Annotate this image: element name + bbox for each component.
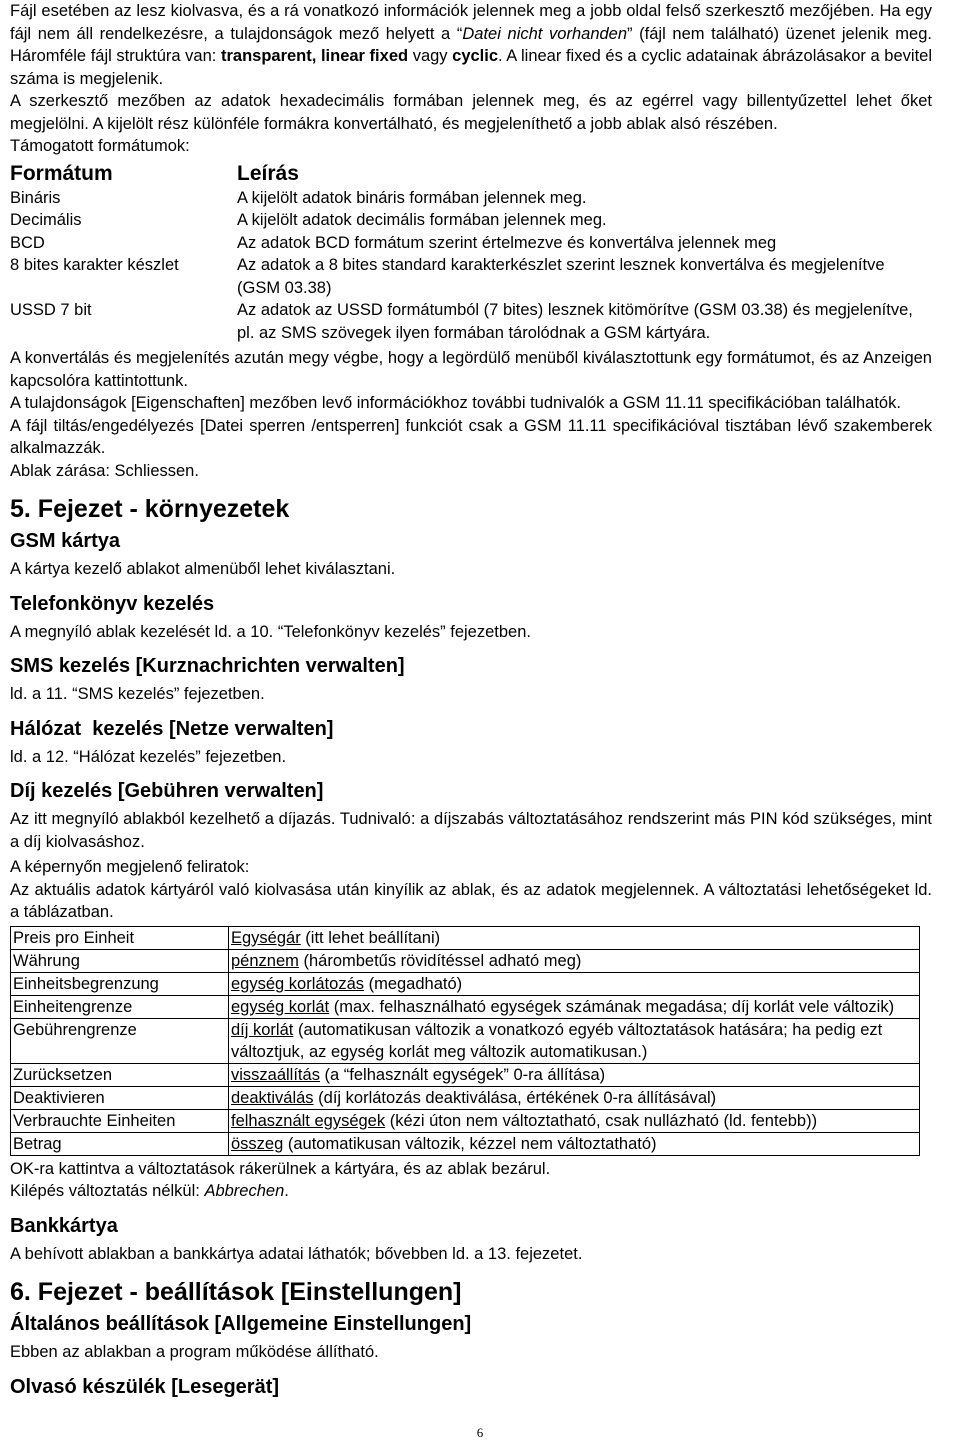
after-formats-paragraph-1: A konvertálás és megjelenítés azután megy végbe, hogy a legördülő menüből kiválasztottunk egy formátumot, és az Anzeigen kapcsolóra kattintottunk. [10, 349, 932, 390]
format-description: A kijelölt adatok decimális formában jelennek meg. [237, 211, 607, 229]
page-number: 6 [476, 1425, 484, 1440]
fee-label-term: egység korlát [231, 997, 330, 1016]
table-row [11, 1132, 920, 1155]
phonebook-text: A megnyíló ablak kezelését ld. a 10. “Telefonkönyv kezelés” fejezetben. [10, 622, 531, 641]
format-name: Bináris [10, 188, 61, 207]
intro-paragraph-1: Fájl esetében az lesz kiolvasva, és a rá vonatkozó információk jelennek meg a jobb oldal felső szerkesztő mezőjében. Ha egy fájl nem áll rendelkezésre, a tulajdonságok mező helyett a “Datei nicht vorhanden” (fájl nem található) üzenet jelenik meg. Háromféle fájl struktúra van: transparent, linear fixed vagy cyclic. A linear fixed és a cyclic adatainak ábrázolásakor a bevitel száma is megjelenik. [10, 2, 932, 88]
sms-text: ld. a 11. “SMS kezelés” fejezetben. [10, 685, 265, 703]
network-title: Hálózat kezelés [Netze verwalten] [10, 717, 334, 740]
fee-label-description [229, 1086, 920, 1109]
fee-label-description [229, 1132, 920, 1155]
format-name: 8 bites karakter készlet [10, 256, 179, 274]
fee-label-description [229, 949, 920, 972]
fee-label-key: Betrag [11, 1132, 229, 1155]
fee-label-explanation: (díj korlátozás deaktiválása, értékének 0-ra állításával) [313, 1088, 717, 1107]
fee-label-key: Einheitengrenze [11, 995, 229, 1018]
table-row [11, 1109, 920, 1132]
formats-list [10, 160, 932, 345]
format-name: Decimális [10, 211, 82, 229]
format-row [10, 232, 932, 255]
fee-label-explanation: (a “felhasznált egységek” 0-ra állítása) [319, 1065, 606, 1084]
intro-or: vagy [412, 47, 448, 65]
format-row [10, 254, 932, 299]
format-name: BCD [10, 233, 45, 252]
format-row [10, 187, 932, 210]
format-row [10, 299, 932, 344]
format-name: USSD 7 bit [10, 301, 92, 319]
intro-paragraph-2: A szerkesztő mezőben az adatok hexadecimális formában jelennek meg, és az egérrel vagy billentyűzettel lehet őket megjelölni. A kijelölt rész különféle formákra konvertálható, és megjeleníthető a jobb ablak alsó részében. [10, 92, 932, 133]
fee-paragraph-5 [10, 1180, 932, 1203]
fee-label-explanation: (automatikusan változik a vonatkozó egyéb változtatások hatására; ha pedig ezt változtjuk, az egység korlát meg változik automatikusan.) [231, 1020, 883, 1061]
fee-label-description [229, 1109, 920, 1132]
table-row [11, 1018, 920, 1063]
fee-label-term: összeg [231, 1134, 284, 1153]
network-text: ld. a 12. “Hálózat kezelés” fejezetben. [10, 747, 287, 766]
bank-card-title: Bankkártya [10, 1214, 118, 1237]
fee-label-key: Deaktivieren [11, 1086, 229, 1109]
fee-paragraph-3: Az aktuális adatok kártyáról való kiolvasása után kinyílik az ablak, és az adatok megjelennek. A változtatási lehetőségeket ld. a táblázatban. [10, 880, 932, 921]
general-settings-text: Ebben az ablakban a program működése állítható. [10, 1343, 379, 1361]
table-row [11, 972, 920, 995]
fee-paragraph-4: OK-ra kattintva a változtatások rákerülnek a kártyára, és az ablak bezárul. [10, 1159, 551, 1178]
chapter-6-title: 6. Fejezet - beállítások [Einstellungen] [10, 1278, 462, 1306]
intro-italic-text: Datei nicht vorhanden [462, 24, 628, 43]
fee-label-key: Verbrauchte Einheiten [11, 1109, 229, 1132]
fee-label-term: Egységár [231, 928, 301, 947]
fee-label-term: egység korlátozás [231, 974, 364, 993]
bank-card-text: A behívott ablakban a bankkártya adatai láthatók; bővebben ld. a 13. fejezetet. [10, 1244, 583, 1263]
phonebook-title: Telefonkönyv kezelés [10, 592, 215, 615]
formats-header-desc: Leírás [237, 161, 299, 185]
fee-label-term: deaktiválás [231, 1088, 314, 1107]
fee-label-explanation: (automatikusan változik, kézzel nem változtatható) [283, 1134, 657, 1153]
fee-label-explanation: (hárombetűs rövidítéssel adható meg) [298, 951, 582, 970]
chapter-5-title: 5. Fejezet - környezetek [10, 495, 290, 523]
close-window-period: . [194, 461, 199, 480]
format-description: Az adatok a 8 bites standard karakterkészlet szerint lesznek konvertálva és megjelenítve (GSM 03.38) [237, 256, 885, 297]
intro-text-rest: (fájl nem található) üzenet jelenik meg. Háromféle fájl struktúra van: [10, 24, 932, 65]
fee-label-key: Währung [11, 949, 229, 972]
general-settings-title: Általános beállítások [Allgemeine Einstellungen] [10, 1313, 472, 1335]
fee-label-key: Einheitsbegrenzung [11, 972, 229, 995]
formats-header [10, 160, 932, 187]
format-description: A kijelölt adatok bináris formában jelennek meg. [237, 188, 587, 207]
fee-label-description [229, 926, 920, 949]
fee-label-key: Gebührengrenze [11, 1018, 229, 1063]
fee-label-term: felhasznált egységek [231, 1111, 386, 1130]
after-formats-paragraph-4 [10, 460, 932, 483]
fee-label-description [229, 1018, 920, 1063]
table-row [11, 926, 920, 949]
fee-label-key: Preis pro Einheit [11, 926, 229, 949]
gsm-card-text: A kártya kezelő ablakot almenüből lehet kiválasztani. [10, 560, 396, 578]
fee-label-explanation: (max. felhasználható egységek számának megadása; díj korlát vele változik) [329, 997, 895, 1016]
fee-paragraph-1: Az itt megnyíló ablakból kezelhető a díjazás. Tudnivaló: a díjszabás változtatásához rendszerint más PIN kód szükséges, mint a díj kiolvasáshoz. [10, 810, 932, 851]
fee-label-description [229, 995, 920, 1018]
exit-text: Kilépés változtatás nélkül: [10, 1182, 200, 1200]
exit-italic: Abbrechen [204, 1182, 285, 1200]
table-row [11, 1063, 920, 1086]
fee-label-description [229, 972, 920, 995]
exit-period: . [284, 1182, 289, 1200]
fee-label-term: visszaállítás [231, 1065, 320, 1084]
intro-paragraph-3: Támogatott formátumok: [10, 137, 190, 155]
table-row [11, 995, 920, 1018]
format-description: Az adatok BCD formátum szerint értelmezve és konvertálva jelennek meg [237, 233, 777, 252]
table-row [11, 1086, 920, 1109]
fee-label-term: díj korlát [231, 1020, 294, 1039]
format-description: Az adatok az USSD formátumból (7 bites) lesznek kitömörítve (GSM 03.38) és megjelenítve, pl. az SMS szövegek ilyen formában tárolódnak a GSM kártyára. [237, 301, 913, 342]
fee-paragraph-2: A képernyőn megjelenő feliratok: [10, 858, 250, 876]
fee-label-explanation: (itt lehet beállítani) [300, 928, 441, 947]
format-row [10, 209, 932, 232]
intro-bold-structures: transparent, linear fixed [220, 47, 409, 65]
after-formats-paragraph-2: A tulajdonságok [Eigenschaften] mezőben levő információkhoz további tudnivalók a GSM 11.11 specifikációban találhatók. [10, 394, 901, 412]
fee-title: Díj kezelés [Gebühren verwalten] [10, 780, 324, 802]
fee-label-term: pénznem [231, 951, 299, 970]
document-page [10, 0, 932, 1404]
intro-text-end: . A linear fixed és a cyclic adatainak ábrázolásakor a bevitel száma is megjelenik. [10, 47, 932, 88]
after-formats-paragraph-3: A fájl tiltás/engedélyezés [Datei sperren /entsperren] funkciót csak a GSM 11.11 specifikációval tisztában lévő szakemberek alkalmazzák. [10, 416, 932, 457]
fee-label-key: Zurücksetzen [11, 1063, 229, 1086]
gsm-card-title: GSM kártya [10, 530, 121, 552]
formats-header-name: Formátum [10, 161, 113, 185]
intro-bold-cyclic: cyclic [452, 47, 499, 65]
fee-label-explanation: (kézi úton nem változtatható, csak nullázható (ld. fentebb)) [385, 1111, 818, 1130]
fee-labels-table [10, 926, 920, 1156]
fee-label-explanation: (megadható) [364, 974, 463, 993]
table-row [11, 949, 920, 972]
close-window-text: Ablak zárása: Schliessen [10, 461, 195, 480]
reader-title: Olvasó készülék [Lesegerät] [10, 1375, 280, 1398]
intro-text: Fájl esetében az lesz kiolvasva, és a rá vonatkozó információk jelennek meg a jobb oldal felső szerkesztő mezőjében. Ha egy fájl nem áll rendelkezésre, a tulajdonságok mező helyett a [10, 2, 932, 43]
sms-title: SMS kezelés [Kurznachrichten verwalten] [10, 655, 405, 677]
fee-label-description [229, 1063, 920, 1086]
